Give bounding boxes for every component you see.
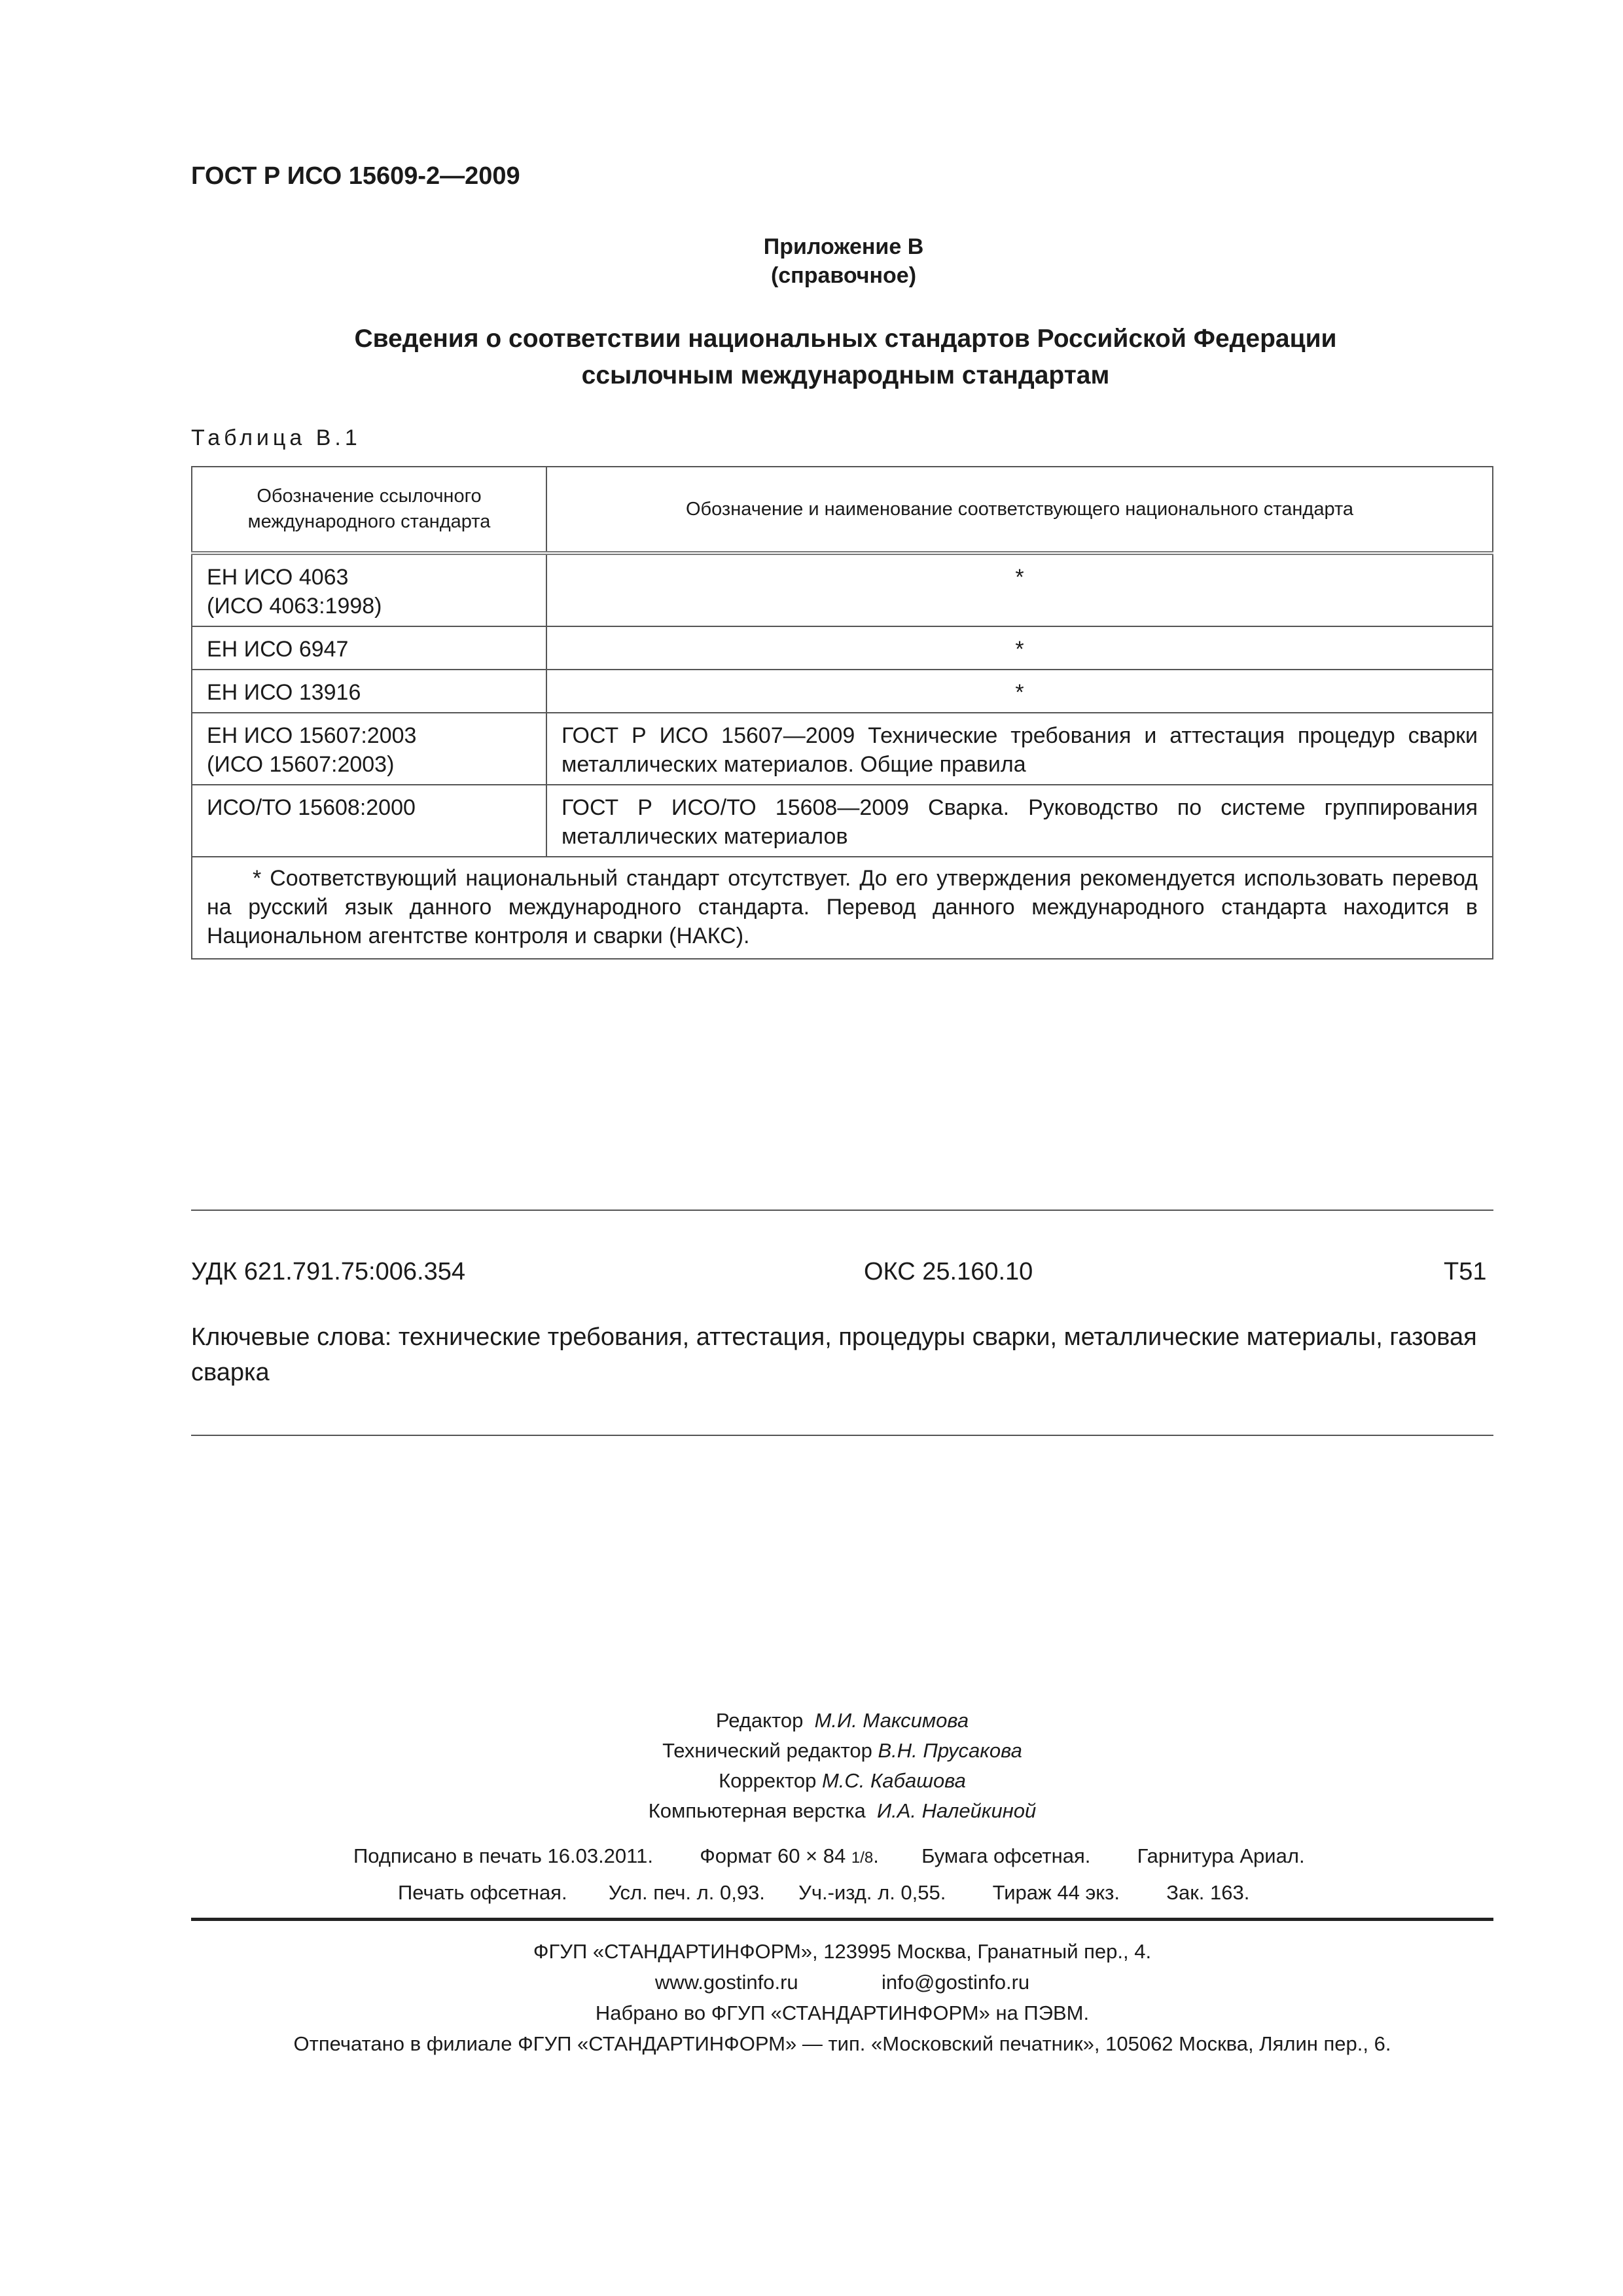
table-footnote: * Соответствующий национальный стандарт отсутствует. До его утверждения рекомендуется использовать перевод на русский язык данного международного стандарта. Перевод данного международного стандарта находится в Национальном агентстве контроля и сварки (НАКС).	[192, 857, 1493, 959]
ref-cell: ИСО/ТО 15608:2000	[192, 785, 546, 857]
annex-title-line-1: Сведения о соответствии национальных стандартов Российской Федерации	[354, 325, 1337, 353]
oks-code: ОКС 25.160.10	[864, 1258, 1033, 1285]
udk-code: УДК 621.791.75:006.354	[191, 1258, 465, 1285]
table-row	[192, 670, 1493, 713]
credit-proofreader: Корректор М.С. Кабашова	[719, 1769, 966, 1792]
typeface: Гарнитура Ариал.	[1137, 1844, 1305, 1867]
publisher-email: info@gostinfo.ru	[881, 1971, 1030, 1994]
table-row	[192, 553, 1493, 626]
printing-method: Печать офсетная.	[398, 1881, 567, 1904]
table-caption: Таблица В.1	[191, 425, 361, 450]
national-cell: *	[546, 626, 1493, 670]
ref-cell: ЕН ИСО 6947	[192, 626, 546, 670]
national-cell: *	[546, 670, 1493, 713]
printed-note: Отпечатано в филиале ФГУП «СТАНДАРТИНФОРМ» — тип. «Московский печатник», 105062 Москва, Лялин пер., 6.	[293, 2032, 1391, 2055]
header-national-standard: Обозначение и наименование соответствующего национального стандарта	[546, 467, 1493, 553]
paper: Бумага офсетная.	[921, 1844, 1091, 1867]
printed-sheets: Усл. печ. л. 0,93.	[608, 1881, 765, 1904]
table-row	[192, 626, 1493, 670]
print-line-1: Подписано в печать 16.03.2011. Формат 60 × 84 1/8. Бумага офсетная. Гарнитура Ариал.	[353, 1844, 1305, 1867]
credits	[191, 1706, 1493, 1826]
table-header-row	[192, 467, 1493, 553]
signed-date: Подписано в печать 16.03.2011.	[353, 1844, 653, 1867]
ref-cell: ЕН ИСО 4063 (ИСО 4063:1998)	[192, 553, 546, 626]
divider-top	[191, 1210, 1493, 1211]
table-footnote-row	[192, 857, 1493, 959]
imprint-divider	[191, 1918, 1493, 1921]
national-cell: ГОСТ Р ИСО 15607—2009 Технические требования и аттестация процедур сварки металлических материалов. Общие правила	[546, 713, 1493, 785]
ref-cell: ЕН ИСО 15607:2003 (ИСО 15607:2003)	[192, 713, 546, 785]
annex-title	[191, 321, 1500, 394]
reference-table	[191, 466, 1493, 960]
keywords: Ключевые слова: технические требования, аттестация, процедуры сварки, металлические материалы, газовая сварка	[191, 1323, 1477, 1386]
national-cell: *	[546, 553, 1493, 626]
publisher-contacts	[191, 1967, 1493, 1998]
format: Формат 60 × 84	[700, 1844, 846, 1867]
credit-layout: Компьютерная верстка И.А. Налейкиной	[648, 1799, 1037, 1822]
table-row	[192, 785, 1493, 857]
publication-sheets: Уч.-изд. л. 0,55.	[798, 1881, 946, 1904]
ref-cell: ЕН ИСО 13916	[192, 670, 546, 713]
header-ref-standard: Обозначение ссылочного международного стандарта	[192, 467, 546, 553]
national-cell: ГОСТ Р ИСО/ТО 15608—2009 Сварка. Руководство по системе группирования металлических материалов	[546, 785, 1493, 857]
publisher-site: www.gostinfo.ru	[654, 1971, 798, 1994]
credit-tech-editor: Технический редактор В.Н. Прусакова	[662, 1739, 1022, 1762]
imprint	[191, 1936, 1493, 2059]
document-code: ГОСТ Р ИСО 15609-2—2009	[191, 162, 520, 190]
classification-code: Т51	[1444, 1258, 1487, 1285]
annex-label: Приложение В	[763, 234, 924, 259]
divider-bottom	[191, 1435, 1493, 1436]
annex-title-line-2: ссылочным международным стандартам	[581, 361, 1110, 389]
order-number: Зак. 163.	[1166, 1881, 1250, 1904]
print-line-2	[398, 1881, 1249, 1905]
format-fraction: 1/8	[851, 1849, 874, 1867]
typeset-note: Набрано во ФГУП «СТАНДАРТИНФОРМ» на ПЭВМ.	[595, 2001, 1090, 2024]
publisher-address: ФГУП «СТАНДАРТИНФОРМ», 123995 Москва, Гранатный пер., 4.	[533, 1940, 1152, 1963]
table-row	[192, 713, 1493, 785]
annex-kind: (справочное)	[770, 263, 917, 288]
credit-editor: Редактор М.И. Максимова	[715, 1709, 969, 1732]
print-run: Тираж 44 экз.	[992, 1881, 1120, 1904]
